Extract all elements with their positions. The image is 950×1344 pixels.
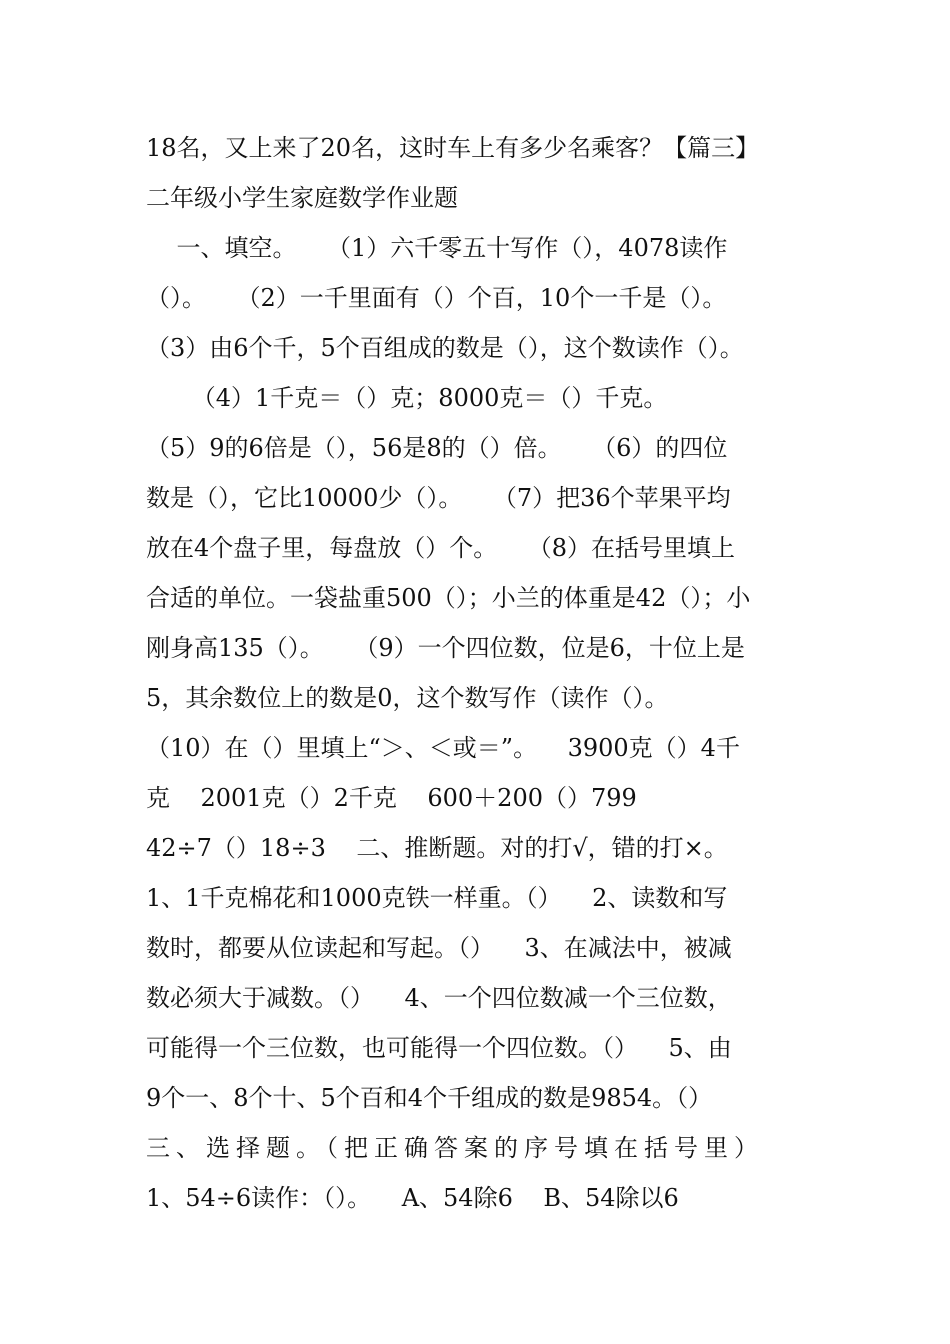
text-line: 合适的单位。一袋盐重500（）；小兰的体重是42（）；小	[146, 584, 751, 612]
text-line: 二年级小学生家庭数学作业题	[146, 184, 458, 212]
text-line: 刚身高135（）。 （9）一个四位数，位是6，十位上是	[146, 634, 745, 662]
text-line: 一、填空。 （1）六千零五十写作（），4078读作	[146, 234, 728, 262]
text-line: 可能得一个三位数，也可能得一个四位数。（） 5、由	[146, 1034, 732, 1062]
text-line: 克 2001克（）2千克 600＋200（）799	[146, 784, 637, 812]
text-line: （10）在（）里填上“＞、＜或＝”。 3900克（）4千	[146, 734, 740, 762]
text-line: 9个一、8个十、5个百和4个千组成的数是9854。（）	[146, 1084, 713, 1112]
text-line: 数必须大于减数。（） 4、一个四位数减一个三位数，	[146, 984, 732, 1012]
text-line: 42÷7（）18÷3 二、推断题。对的打√，错的打×。	[146, 834, 728, 862]
text-line: （4）1千克＝（）克；8000克＝（）千克。	[146, 384, 668, 412]
text-line: 5，其余数位上的数是0，这个数写作（读作（）。	[146, 684, 669, 712]
text-line: 1、1千克棉花和1000克铁一样重。（） 2、读数和写	[146, 884, 728, 912]
text-line: （5）9的6倍是（），56是8的（）倍。 （6）的四位	[146, 434, 728, 462]
text-line: 放在4个盘子里，每盘放（）个。 （8）在括号里填上	[146, 534, 736, 562]
text-line: 数时，都要从位读起和写起。（） 3、在减法中，被减	[146, 934, 732, 962]
text-line: （）。 （2）一千里面有（）个百，10个一千是（）。	[146, 284, 727, 312]
text-line: 数是（），它比10000少（）。 （7）把36个苹果平均	[146, 484, 731, 512]
text-line: （3）由6个千，5个百组成的数是（），这个数读作（）。	[146, 334, 744, 362]
section-heading: 三、选择题。（把正确答案的序号填在括号里）	[146, 1134, 764, 1162]
text-line: 1、54÷6读作：（）。 A、54除6 B、54除以6	[146, 1184, 679, 1212]
text-line: 18名，又上来了20名，这时车上有多少名乘客？【篇三】	[146, 134, 760, 162]
